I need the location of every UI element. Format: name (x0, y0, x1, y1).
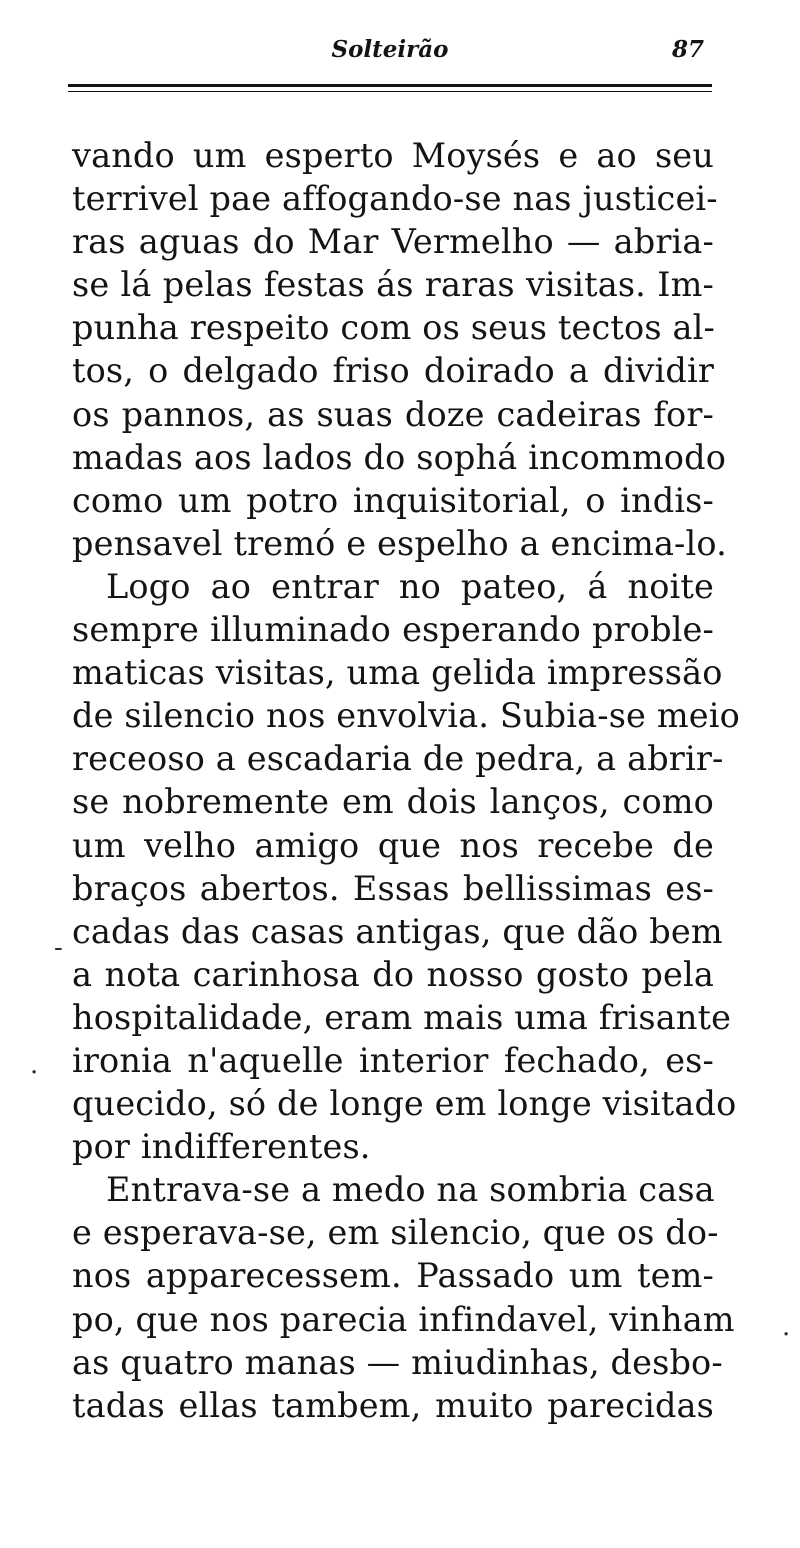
page-number: 87 (671, 36, 704, 63)
body-text (72, 134, 740, 1427)
text-line: de silencio nos envolvia. Subia-se meio (72, 696, 740, 736)
header-rule-thick (68, 84, 712, 87)
text-line: braços abertos. Essas bellissimas es- (72, 868, 714, 908)
text-line: hospitalidade, eram mais uma frisante (72, 997, 732, 1037)
running-head (70, 34, 710, 70)
paragraph-end-line: por indifferentes. (72, 1127, 371, 1167)
text-line: vando um esperto Moysés e ao seu (72, 136, 714, 175)
text-line: como um potro inquisitorial, o indis- (72, 480, 714, 520)
text-line: terrivel pae affogando-se nas justicei- (72, 179, 718, 219)
running-title: Solteirão (331, 36, 449, 63)
text-line: maticas visitas, uma gelida impressão (72, 653, 723, 693)
text-line: cadas das casas antigas, que dão bem (72, 911, 723, 951)
text-line: punha respeito com os seus tectos al- (72, 308, 715, 348)
paragraph-start-line: Entrava-se a medo na sombria casa (106, 1170, 715, 1210)
text-line: se nobremente em dois lanços, como (72, 782, 714, 822)
stray-dot-mark: · (782, 1320, 791, 1350)
header-rule-thin (68, 91, 712, 92)
paragraph-end-line: pensavel tremó e espelho a encima-lo. (72, 523, 727, 563)
stray-dot-mark: · (30, 1058, 39, 1088)
text-line: as quatro manas — miudinhas, desbo- (72, 1342, 723, 1382)
text-line: se lá pelas festas ás raras visitas. Im- (72, 265, 714, 305)
text-line: sempre illuminado esperando proble- (72, 610, 714, 650)
text-line: receoso a escadaria de pedra, a abrir- (72, 739, 724, 779)
text-line: ras aguas do Mar Vermelho — abria- (72, 222, 714, 262)
paragraph-start-line: Logo ao entrar no pateo, á noite (106, 566, 714, 606)
text-line: e esperava-se, em silencio, que os do- (72, 1213, 719, 1253)
text-line: madas aos lados do sophá incommodo (72, 437, 727, 477)
stray-dash-mark: - (54, 933, 63, 963)
text-line: tos, o delgado friso doirado a dividir (72, 351, 714, 391)
text-line: um velho amigo que nos recebe de (72, 825, 714, 865)
text-line: nos apparecessem. Passado um tem- (72, 1256, 714, 1296)
text-line: quecido, só de longe em longe visitado (72, 1084, 737, 1124)
text-line: os pannos, as suas doze cadeiras for- (72, 394, 714, 434)
text-line: po, que nos parecia infindavel, vinham (72, 1299, 735, 1339)
text-line: a nota carinhosa do nosso gosto pela (72, 954, 714, 994)
text-line: ironia n'aquelle interior fechado, es- (72, 1040, 714, 1080)
text-line: tadas ellas tambem, muito parecidas (72, 1385, 714, 1425)
